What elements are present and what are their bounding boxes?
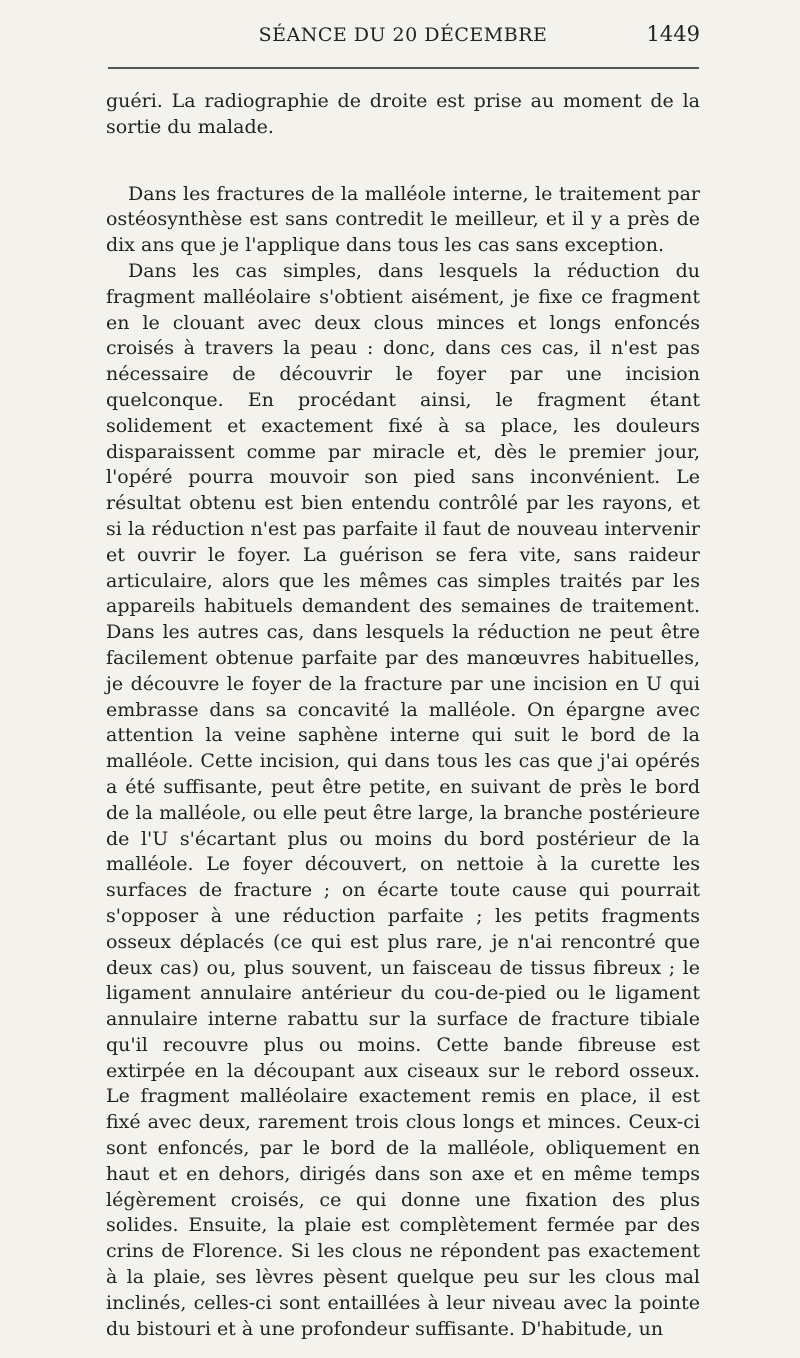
running-head: SÉANCE DU 20 DÉCEMBRE bbox=[258, 24, 548, 46]
body-text bbox=[106, 89, 700, 1342]
paragraph-continuation: guéri. La radiographie de droite est prise au moment de la sortie du malade. bbox=[106, 90, 700, 138]
paragraph: Dans les fractures de la malléole interne, le traitement par ostéosynthèse est sans contredit le meilleur, et il y a près de dix ans que je l'applique dans tous les cas sans exception. bbox=[106, 182, 700, 257]
page-number: 1449 bbox=[646, 22, 700, 46]
header-rule bbox=[108, 67, 699, 69]
page-header bbox=[106, 22, 700, 52]
paragraph: Dans les cas simples, dans lesquels la réduction du fragment malléolaire s'obtient aisément, je fixe ce fragment en le clouant avec deux clous minces et longs enfoncés croisés à travers la peau : donc, dans ces cas, il n'est pas nécessaire de découvrir le foyer par une incision quelconque. En procédant ainsi, le fragment étant solidement et exactement fixé à sa place, les douleurs disparaissent comme par miracle et, dès le premier jour, l'opéré pourra mouvoir son pied sans inconvénient. Le résultat obtenu est bien entendu contrôlé par les rayons, et si la réduction n'est pas parfaite il faut de nouveau intervenir et ouvrir le foyer. La guérison se fera vite, sans raideur articulaire, alors que les mêmes cas simples traités par les appareils habituels demandent des semaines de traitement. Dans les autres cas, dans lesquels la réduction ne peut être facilement obtenue parfaite par des manœuvres habituelles, je découvre le foyer de la fracture par une incision en U qui embrasse dans sa concavité la malléole. On épargne avec attention la veine saphène interne qui suit le bord de la malléole. Cette incision, qui dans tous les cas que j'ai opérés a été suffisante, peut être petite, en suivant de près le bord de la malléole, ou elle peut être large, la branche postérieure de l'U s'écartant plus ou moins du bord postérieur de la malléole. Le foyer découvert, on nettoie à la curette les surfaces de fracture ; on écarte toute cause qui pourrait s'opposer à une réduction parfaite ; les petits fragments osseux déplacés (ce qui est plus rare, je n'ai rencontré que deux cas) ou, plus souvent, un faisceau de tissus fibreux ; le ligament annulaire antérieur du cou-de-pied ou le ligament annulaire interne rabattu sur la surface de fracture tibiale qu'il recouvre plus ou moins. Cette bande fibreuse est extirpée en la découpant aux ciseaux sur le rebord osseux. Le fragment malléolaire exactement remis en place, il est fixé avec deux, rarement trois clous longs et minces. Ceux-ci sont enfoncés, par le bord de la malléole, obliquement en haut et en dehors, dirigés dans son axe et en même temps légèrement croisés, ce qui donne une fixation des plus solides. Ensuite, la plaie est complètement fermée par des crins de Florence. Si les clous ne répondent pas exactement à la plaie, ses lèvres pèsent quelque peu sur les clous mal inclinés, celles-ci sont entaillées à leur niveau avec la pointe du bistouri et à une profondeur suffisante. D'habitude, un bbox=[106, 259, 700, 1340]
